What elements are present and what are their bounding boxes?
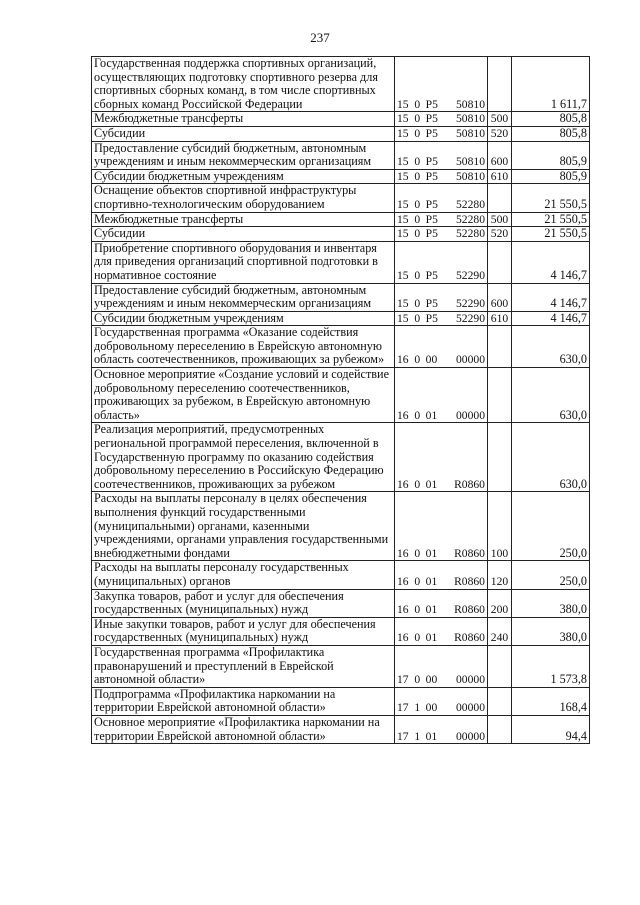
code-part-4: 52280 (456, 197, 485, 211)
code-part-2: 0 (414, 353, 421, 367)
code-part-1: 15 (397, 268, 409, 282)
amount-cell: 168,4 (512, 687, 590, 715)
expense-type-cell: 200 (488, 589, 512, 617)
table-row (92, 645, 590, 687)
target-article-cell (395, 715, 488, 743)
code-part-3: Р5 (425, 212, 438, 226)
target-article-cell (395, 126, 488, 141)
code-part-4: 52290 (456, 297, 485, 311)
code-part-4: 50810 (456, 112, 485, 126)
expense-name-cell: Субсидии бюджетным учреждениям (92, 169, 395, 184)
expense-type-cell: 120 (488, 561, 512, 589)
table-row (92, 241, 590, 283)
code-part-1: 15 (397, 112, 409, 126)
code-part-1: 15 (397, 311, 409, 325)
code-part-2: 0 (414, 311, 421, 325)
table-row (92, 492, 590, 561)
code-part-3: Р5 (425, 169, 438, 183)
amount-cell: 805,9 (512, 141, 590, 169)
code-part-1: 15 (397, 297, 409, 311)
code-part-4: 52290 (456, 268, 485, 282)
code-part-2: 0 (414, 227, 421, 241)
target-article-cell (395, 311, 488, 326)
expense-name-cell: Закупка товаров, работ и услуг для обеспечения государственных (муниципальных) нужд (92, 589, 395, 617)
expense-name-cell: Предоставление субсидий бюджетным, автономным учреждениям и иным некоммерческим организациям (92, 283, 395, 311)
code-part-1: 16 (397, 477, 409, 491)
expense-name-cell: Предоставление субсидий бюджетным, автономным учреждениям и иным некоммерческим организациям (92, 141, 395, 169)
code-part-1: 15 (397, 126, 409, 140)
expense-name-cell: Основное мероприятие «Профилактика наркомании на территории Еврейской автономной области» (92, 715, 395, 743)
expense-name-cell: Государственная поддержка спортивных организаций, осуществляющих подготовку спортивного резерва для спортивных сборных команд, в том числе спортивных сборных команд Российской Федерации (92, 57, 395, 112)
code-part-1: 17 (397, 729, 409, 743)
code-part-2: 0 (414, 268, 421, 282)
expense-type-cell (488, 326, 512, 368)
code-part-1: 16 (397, 631, 409, 645)
table-row (92, 715, 590, 743)
code-part-2: 0 (414, 212, 421, 226)
amount-cell: 250,0 (512, 492, 590, 561)
target-article-cell (395, 212, 488, 227)
target-article-cell (395, 492, 488, 561)
code-part-2: 0 (414, 408, 421, 422)
amount-cell: 805,8 (512, 126, 590, 141)
code-part-2: 0 (414, 126, 421, 140)
expense-type-cell: 520 (488, 227, 512, 242)
code-part-3: Р5 (425, 297, 438, 311)
code-part-3: 01 (425, 574, 438, 588)
code-part-4: 50810 (456, 126, 485, 140)
code-part-2: 0 (414, 197, 421, 211)
code-part-3: 00 (425, 673, 438, 687)
code-part-1: 16 (397, 574, 409, 588)
amount-cell: 630,0 (512, 368, 590, 423)
table-row (92, 687, 590, 715)
code-part-1: 16 (397, 546, 409, 560)
expense-name-cell: Расходы на выплаты персоналу в целях обеспечения выполнения функций государственными (муниципальными) органами, казенными учреждениями, органами управления государственными внебюджетными фондами (92, 492, 395, 561)
budget-table-body (92, 57, 590, 744)
target-article-cell (395, 617, 488, 645)
expense-name-cell: Приобретение спортивного оборудования и инвентаря для приведения организаций спортивной подготовки в нормативное состояние (92, 241, 395, 283)
expense-name-cell: Межбюджетные трансферты (92, 212, 395, 227)
amount-cell: 4 146,7 (512, 283, 590, 311)
table-row (92, 141, 590, 169)
code-part-3: 01 (425, 603, 438, 617)
code-part-3: Р5 (425, 227, 438, 241)
table-row (92, 561, 590, 589)
code-part-3: Р5 (425, 311, 438, 325)
table-row (92, 368, 590, 423)
expense-type-cell: 600 (488, 283, 512, 311)
expense-name-cell: Межбюджетные трансферты (92, 112, 395, 127)
target-article-cell (395, 283, 488, 311)
expense-name-cell: Подпрограмма «Профилактика наркомании на территории Еврейской автономной области» (92, 687, 395, 715)
target-article-cell (395, 561, 488, 589)
table-row (92, 212, 590, 227)
target-article-cell (395, 141, 488, 169)
code-part-4: 00000 (456, 353, 485, 367)
code-part-3: Р5 (425, 197, 438, 211)
code-part-1: 16 (397, 408, 409, 422)
code-part-2: 0 (414, 155, 421, 169)
expense-name-cell: Субсидии (92, 227, 395, 242)
code-part-4: R0860 (454, 477, 485, 491)
expense-name-cell: Основное мероприятие «Создание условий и содействие добровольному переселению соотечественников, проживающих за рубежом, в Еврейскую автономную область» (92, 368, 395, 423)
amount-cell: 630,0 (512, 326, 590, 368)
target-article-cell (395, 184, 488, 212)
code-part-1: 15 (397, 169, 409, 183)
code-part-3: Р5 (425, 97, 438, 111)
target-article-cell (395, 687, 488, 715)
code-part-2: 0 (414, 631, 421, 645)
amount-cell: 21 550,5 (512, 227, 590, 242)
code-part-4: R0860 (454, 574, 485, 588)
target-article-cell (395, 227, 488, 242)
expense-type-cell: 610 (488, 311, 512, 326)
table-row (92, 227, 590, 242)
code-part-2: 1 (414, 729, 421, 743)
expense-name-cell: Государственная программа «Оказание содействия добровольному переселению в Еврейскую автономную область соотечественников, проживающих за рубежом» (92, 326, 395, 368)
amount-cell: 94,4 (512, 715, 590, 743)
code-part-2: 0 (414, 477, 421, 491)
target-article-cell (395, 112, 488, 127)
code-part-4: 50810 (456, 97, 485, 111)
code-part-2: 0 (414, 603, 421, 617)
code-part-2: 0 (414, 169, 421, 183)
expense-name-cell: Расходы на выплаты персоналу государственных (муниципальных) органов (92, 561, 395, 589)
expense-type-cell: 500 (488, 212, 512, 227)
amount-cell: 630,0 (512, 423, 590, 492)
expense-type-cell (488, 241, 512, 283)
expense-name-cell: Государственная программа «Профилактика правонарушений и преступлений в Еврейской автономной области» (92, 645, 395, 687)
code-part-1: 17 (397, 701, 409, 715)
code-part-1: 15 (397, 155, 409, 169)
code-part-3: 00 (425, 701, 438, 715)
code-part-4: R0860 (454, 631, 485, 645)
table-row (92, 184, 590, 212)
expense-name-cell: Иные закупки товаров, работ и услуг для обеспечения государственных (муниципальных) нужд (92, 617, 395, 645)
amount-cell: 805,8 (512, 112, 590, 127)
amount-cell: 21 550,5 (512, 212, 590, 227)
code-part-1: 16 (397, 603, 409, 617)
table-row (92, 423, 590, 492)
code-part-2: 0 (414, 673, 421, 687)
expense-name-cell: Оснащение объектов спортивной инфраструктуры спортивно-технологическим оборудованием (92, 184, 395, 212)
code-part-3: Р5 (425, 112, 438, 126)
expense-type-cell (488, 687, 512, 715)
code-part-3: 00 (425, 353, 438, 367)
table-row (92, 617, 590, 645)
code-part-1: 15 (397, 227, 409, 241)
code-part-3: Р5 (425, 126, 438, 140)
amount-cell: 1 611,7 (512, 57, 590, 112)
table-row (92, 326, 590, 368)
code-part-4: R0860 (454, 546, 485, 560)
expense-type-cell (488, 645, 512, 687)
target-article-cell (395, 423, 488, 492)
target-article-cell (395, 645, 488, 687)
code-part-3: 01 (425, 408, 438, 422)
budget-table (91, 56, 590, 744)
table-row (92, 112, 590, 127)
code-part-3: 01 (425, 546, 438, 560)
code-part-3: 01 (425, 729, 438, 743)
amount-cell: 805,9 (512, 169, 590, 184)
code-part-3: 01 (425, 631, 438, 645)
code-part-4: 52280 (456, 212, 485, 226)
page-number: 237 (310, 30, 330, 45)
code-part-1: 15 (397, 212, 409, 226)
code-part-1: 15 (397, 97, 409, 111)
target-article-cell (395, 326, 488, 368)
code-part-1: 17 (397, 673, 409, 687)
code-part-1: 15 (397, 197, 409, 211)
code-part-3: Р5 (425, 155, 438, 169)
table-row (92, 311, 590, 326)
code-part-2: 0 (414, 297, 421, 311)
table-row (92, 589, 590, 617)
amount-cell: 21 550,5 (512, 184, 590, 212)
code-part-3: Р5 (425, 268, 438, 282)
expense-type-cell: 500 (488, 112, 512, 127)
expense-type-cell: 100 (488, 492, 512, 561)
amount-cell: 380,0 (512, 617, 590, 645)
code-part-4: R0860 (454, 603, 485, 617)
expense-type-cell (488, 368, 512, 423)
table-row (92, 283, 590, 311)
code-part-2: 0 (414, 97, 421, 111)
target-article-cell (395, 589, 488, 617)
target-article-cell (395, 368, 488, 423)
expense-type-cell: 520 (488, 126, 512, 141)
code-part-4: 00000 (456, 408, 485, 422)
amount-cell: 4 146,7 (512, 241, 590, 283)
code-part-3: 01 (425, 477, 438, 491)
expense-name-cell: Субсидии бюджетным учреждениям (92, 311, 395, 326)
code-part-4: 52290 (456, 311, 485, 325)
code-part-4: 00000 (456, 673, 485, 687)
code-part-2: 0 (414, 112, 421, 126)
table-row (92, 57, 590, 112)
amount-cell: 4 146,7 (512, 311, 590, 326)
expense-type-cell (488, 184, 512, 212)
expense-type-cell: 600 (488, 141, 512, 169)
table-row (92, 169, 590, 184)
expense-type-cell: 610 (488, 169, 512, 184)
code-part-4: 00000 (456, 729, 485, 743)
code-part-4: 50810 (456, 155, 485, 169)
target-article-cell (395, 241, 488, 283)
expense-type-cell: 240 (488, 617, 512, 645)
code-part-4: 00000 (456, 701, 485, 715)
table-row (92, 126, 590, 141)
code-part-1: 16 (397, 353, 409, 367)
amount-cell: 250,0 (512, 561, 590, 589)
expense-name-cell: Субсидии (92, 126, 395, 141)
expense-name-cell: Реализация мероприятий, предусмотренных региональной программой переселения, включенной в Государственную программу по оказанию содействия добровольному переселению в Российскую Федерацию соотечественников, проживающих за рубежом (92, 423, 395, 492)
code-part-2: 0 (414, 546, 421, 560)
expense-type-cell (488, 423, 512, 492)
code-part-4: 50810 (456, 169, 485, 183)
code-part-4: 52280 (456, 227, 485, 241)
target-article-cell (395, 57, 488, 112)
amount-cell: 380,0 (512, 589, 590, 617)
target-article-cell (395, 169, 488, 184)
expense-type-cell (488, 57, 512, 112)
expense-type-cell (488, 715, 512, 743)
code-part-2: 1 (414, 701, 421, 715)
code-part-2: 0 (414, 574, 421, 588)
amount-cell: 1 573,8 (512, 645, 590, 687)
